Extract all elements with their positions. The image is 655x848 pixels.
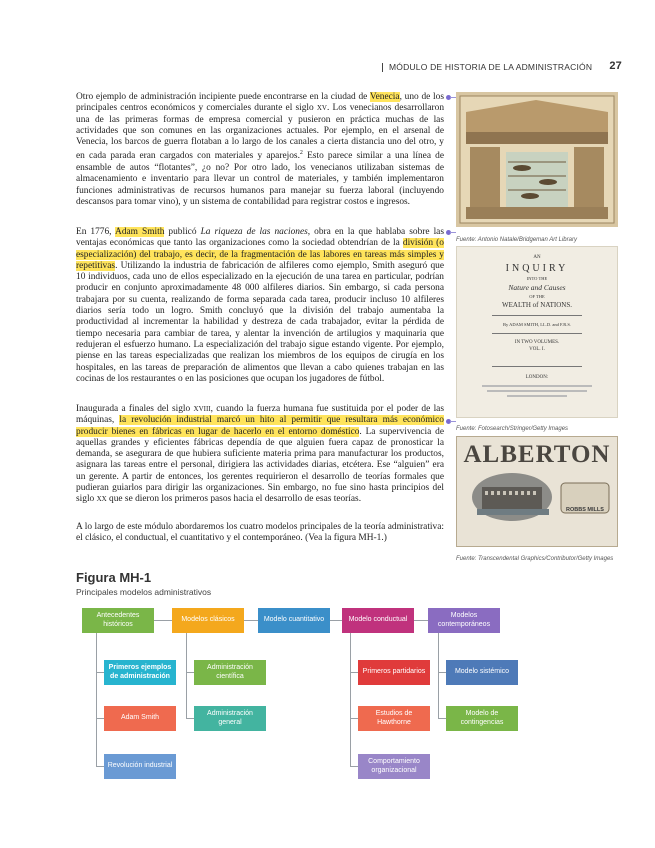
connector-spur: [350, 766, 358, 767]
book-line: Nature and Causes: [508, 283, 566, 292]
rule: [492, 333, 582, 334]
connector-spur: [96, 672, 104, 673]
running-header: [382, 62, 622, 72]
box-primeros-partidarios: Primeros partidarios: [358, 660, 430, 685]
book-line: By ADAM SMITH, LL.D. and F.R.S.: [502, 322, 572, 327]
alberton-factory-image: [456, 436, 618, 547]
connector-line-revolucion: [450, 421, 456, 422]
box-modelo-contingencias: Modelo de contingencias: [446, 706, 518, 731]
text-run: , cuando la fuerza humana fue sustituida por el poder de las máquinas,: [76, 404, 444, 426]
book-line: WEALTH of NATIONS.: [502, 301, 572, 309]
box-modelo-cuantitativo: Modelo cuantitativo: [258, 608, 330, 633]
book-line: VOL. I.: [529, 347, 545, 352]
book-line: INQUIRY: [505, 263, 569, 274]
figure-title: Figura MH-1: [76, 570, 152, 585]
connector-h: [154, 620, 172, 621]
page-number: 27: [609, 60, 622, 72]
book-title: La riqueza de las naciones: [200, 227, 308, 237]
caption-wealth: Fuente: Fotosearch/Stringer/Getty Images: [456, 426, 569, 432]
imprint-line: [487, 390, 587, 392]
box-modelos-clasicos: Modelos clásicos: [172, 608, 244, 633]
imprint-line: [482, 385, 592, 387]
venice-arsenal-image: [456, 92, 618, 227]
caption-venice: Fuente: Antonio Natale/Bridgeman Art Library: [456, 237, 577, 243]
box-comportamiento-organizacional: Comportamiento organizacional: [358, 754, 430, 779]
century-xviii: xviii: [193, 404, 211, 414]
text-run: . Los venecianos desarrollaron una de las primeras formas de empresa comercial y pusieron en práctica muchas de las actividades que son comunes en las organizaciones actuales. Por ejemplo, en el arsenal de Venecia, los barcos de guerra flotaban a lo largo de los canales a cierta distancia uno del otro, y en cada parada eran cargados con materiales y aparejos.: [76, 103, 445, 162]
text-run: Inaugurada a finales del siglo: [76, 404, 194, 414]
paragraph-adam-smith: [76, 227, 444, 385]
connector-v-hist: [96, 632, 97, 766]
book-line: AN: [533, 255, 541, 260]
century-xv: xv: [316, 103, 327, 114]
highlight-adam-smith: Adam Smith: [115, 227, 165, 237]
box-modelos-contemporaneos: Modelos contemporáneos: [428, 608, 500, 633]
connector-spur: [186, 672, 194, 673]
caption-alberton: Fuente: Transcendental Graphics/Contributor/Getty Images: [456, 556, 614, 562]
header-section: MÓDULO DE HISTORIA DE LA ADMINISTRACIÓN: [389, 62, 593, 72]
header-divider: [382, 63, 383, 72]
highlight-venecia: Venecia: [369, 92, 400, 102]
box-revolucion-industrial: Revolución industrial: [104, 754, 176, 779]
highlight-division-trabajo: división (o especialización) del trabajo, es decir, de la fragmentación de las labores en tareas más simples y repetitivas: [76, 238, 444, 271]
text-run: Otro ejemplo de administración incipiente puede encontrarse en la ciudad de: [76, 92, 370, 102]
box-administracion-general: Administración general: [194, 706, 266, 731]
book-line: IN TWO VOLUMES.: [514, 340, 560, 345]
connector-spur: [96, 718, 104, 719]
connector-spur: [438, 718, 446, 719]
highlight-revolucion: la revolución industrial marcó un hito al permitir que resultara más económico producir bienes en fábricas en lugar de hacerlo en el entorno doméstico: [76, 415, 444, 437]
imprint-line: [507, 395, 567, 397]
box-modelo-conductual: Modelo conductual: [342, 608, 414, 633]
connector-h: [412, 620, 428, 621]
connector-line-smith: [450, 232, 456, 233]
text-run: Esto parece similar a una línea de ensamble de autos “flotantes”, ¿o no? Por otro lado, los venecianos utilizaban sistemas de almacenamiento e inventario para llevar un control de materiales, y también implementaron funciones administrativas de recursos humanos para manejar su fuerza laboral (incluyendo descansos para tomar vino), y un sistema de contabilidad para registrar costos e ingresos.: [76, 151, 444, 207]
connector-spur: [350, 718, 358, 719]
wealth-of-nations-image: [456, 246, 618, 418]
box-adam-smith: Adam Smith: [104, 706, 176, 731]
text-run: . La supervivencia de aquellas grandes y eficientes fábricas dependía de que alguien fuera capaz de pronosticar la demanda, se asegurara de que hubiera suficiente materia prima para manufacturar los productos, asignara las tareas entre el personal, dirigiera las actividades diarias, etcétera. Ese “alguien” era un gerente. A partir de entonces, los gerentes requirieron el desarrollo de teorías formales que pudieran guiarlos para dirigir las organizaciones. Sin embargo, no fue sino hasta principios del siglo: [76, 426, 444, 505]
text-run: En 1776,: [76, 227, 116, 237]
connector-v-cont: [438, 632, 439, 718]
book-line: OF THE: [529, 294, 545, 299]
text-run: , obra en la que hablaba sobre las ventajas económicas que tanto las organizaciones como la sociedad obtendrían de la: [76, 227, 444, 249]
box-antecedentes: Antecedentes históricos: [82, 608, 154, 633]
connector-spur: [186, 718, 194, 719]
figure-subtitle: Principales modelos administrativos: [76, 587, 212, 597]
connector-spur: [438, 672, 446, 673]
box-primeros-ejemplos: Primeros ejemplos de administración: [104, 660, 176, 685]
box-administracion-cientifica: Administración científica: [194, 660, 266, 685]
text-run: A lo largo de este módulo abordaremos los cuatro modelos principales de la teoría administrativa: el clásico, el conductual, el cuantitativo y el contemporáneo. (Vea la figura MH-1.): [76, 522, 444, 544]
text-run: . Utilizando la industria de fabricación de alfileres como ejemplo, Smith aseguró que 10 individuos, cada uno de ellos especializado en la ejecución de una tarea en particular, podrían producir en conjunto aproximadamente 48 000 alfileres diarios. Sin embargo, si cada persona trabajara por su cuenta, realizando de forma separada cada tarea, producir incluso 10 alfileres diarios sería todo un logro. Smith concluyó que la división del trabajo aumentaba la productividad al incrementar la habilidad y destreza de cada trabajador, evitar la pérdida de tiempo necesaria para cambiar de tarea, y alentar la invención de artilugios y maquinaria que redujeran el esfuerzo humano. La especialización del trabajo sigue estando vigente. Por ejemplo, piense en las tareas especializadas que realizan los miembros de los equipos de cirugía en los hospitales, en las tareas de preparación de alimentos que llevan a cabo quienes trabajan en las cocinas de los restaurantes o en las posiciones que ocupan los jugadores de fútbol.: [76, 260, 444, 384]
rule: [492, 315, 582, 316]
paragraph-revolucion: [76, 404, 444, 506]
factory-title: ALBERTON: [463, 441, 611, 468]
connector-spur: [350, 672, 358, 673]
connector-v-clas: [186, 632, 187, 718]
text-run: publicó: [164, 227, 201, 237]
book-line: LONDON:: [525, 375, 549, 380]
box-estudios-hawthorne: Estudios de Hawthorne: [358, 706, 430, 731]
connector-spur: [96, 766, 104, 767]
footnote-ref: 2: [299, 150, 303, 157]
connector-v-cond: [350, 632, 351, 766]
text-run: , uno de los principales centros económicos y comerciales durante el siglo: [76, 92, 444, 114]
rule: [492, 366, 582, 367]
paragraph-venice: [76, 92, 444, 208]
book-line: INTO THE: [526, 276, 548, 281]
box-modelo-sistemico: Modelo sistémico: [446, 660, 518, 685]
paragraph-modelos: [76, 522, 444, 545]
century-xx: xx: [96, 494, 107, 505]
factory-label: ROBBS MILLS: [566, 507, 604, 513]
text-run: que se dieron los primeros pasos hacia el desarrollo de esas teorías.: [106, 494, 362, 505]
